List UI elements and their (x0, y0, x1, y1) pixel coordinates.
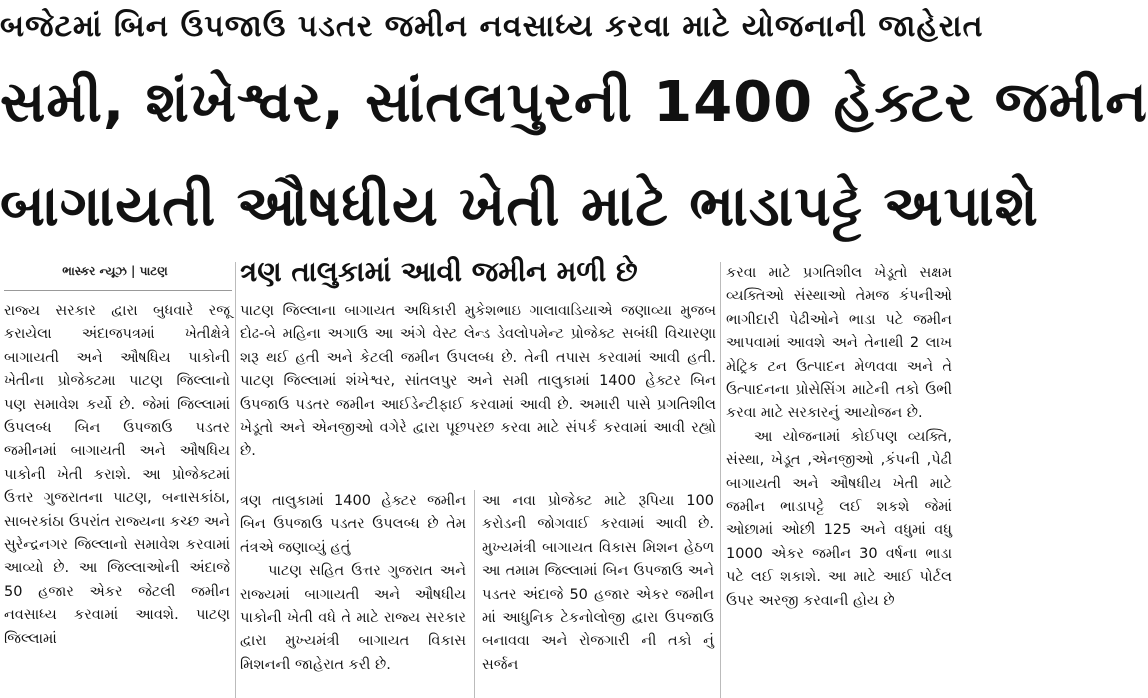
column-divider (720, 262, 721, 698)
paragraph: આ નવા પ્રોજેક્ટ માટે રૂપિયા 100 કરોડની જોગવાઈ કરવામાં આવી છે. મુખ્યમંત્રી બાગાયત વિકાસ મિશન હેઠળ આ તમામ જિલ્લામાં બિન ઉપજાઉ અને પડતર અંદાજે 50 હજાર એકર જમીન માં આધુનિક ટેકનોલોજી દ્વારા ઉપજાઉ બનાવવા અને રોજગારી ની તકો નું સર્જન (482, 493, 714, 673)
paragraph: કરવા માટે પ્રગતિશીલ ખેડૂતો સક્ષમ વ્યક્તિઓ સંસ્થાઓ તેમજ કંપનીઓ ભાગીદારી પેઢીઓને ભાડા પટે જમીન આપવામાં આવશે અને તેનાથી 2 લાખ મેટ્રિક ટન ઉત્પાદન મેળવવા અને તે ઉત્પાદનના પ્રોસેસિંગ માટેની તકો ઉભી કરવા માટે સરકારનું આયોજન છે. (726, 265, 952, 422)
byline: ભાસ્કર ન્યૂઝ | પાટણ (62, 264, 168, 278)
byline-divider (4, 290, 232, 291)
article-column-5 (726, 262, 952, 698)
paragraph: પાટણ સહિત ઉત્તર ગુજરાત અને રાજ્યમાં બાગાયતી અને ઔષધીય પાકોની ખેતી વધે તે માટે રાજ્ય સરકાર દ્વારા મુખ્યમંત્રી બાગાયત વિકાસ મિશનની જાહેરાત કરી છે. (240, 563, 466, 673)
paragraph: રાજ્ય સરકાર દ્વારા બુધવારે રજૂ કરાયેલા અંદાજપત્રમાં ખેતીક્ષેત્રે બાગાયતી અને ઔષધિય પાકોની ખેતીના પ્રોજેક્ટમા પાટણ જિલ્લાનો પણ સમાવેશ કર્યો છે. જેમાં જિલ્લામાં ઉપલબ્ધ બિન ઉપજાઉ પડતર જમીનમાં બાગાયતી અને ઔષધિય પાકોની ખેતી કરાશે. આ પ્રોજેક્ટમાં ઉત્તર ગુજરાતના પાટણ, બનાસકાંઠા, સાબરકાંઠા ઉપરાંત રાજ્યના કચ્છ અને સુરેન્દ્રનગર જિલ્લાનો સમાવેશ કરવામાં આવ્યો છે. આ જિલ્લાઓની અંદાજે 50 હજાર એકર જેટલી જમીન નવસાધ્ય કરવામાં આવશે. પાટણ જિલ્લામાં (4, 303, 230, 647)
subheading: ત્રણ તાલુકામાં આવી જમીન મળી છે (240, 255, 638, 288)
paragraph: પાટણ જિલ્લાના બાગાયત અધિકારી મુકેશભાઇ ગાલાવાડિયાએ જણાવ્યા મુજબ દોઢ-બે મહિના અગાઉ આ અંગે વેસ્ટ લેન્ડ ડેવલોપમેન્ટ પ્રોજેક્ટ સબંધી વિચારણા શરૂ થઈ હતી અને કેટલી જમીન ઉપલબ્ધ છે. તેની તપાસ કરવામાં આવી હતી. પાટણ જિલ્લામાં શંખેશ્વર, સાંતલપુર અને સમી તાલુકામાં 1400 હેક્ટર બિન ઉપજાઉ પડતર જમીન આઈડેન્ટીફાઈ કરવામાં આવી છે. અમારી પાસે પ્રગતિશીલ ખેડૂતો અને એનજીઓ વગેરે દ્વારા પૂછપરછ કરવા માટે સંપર્ક કરવામાં આવી રહ્યો છે. (240, 303, 716, 460)
article-column-4 (482, 490, 714, 698)
paragraph: આ યોજનામાં કોઈપણ વ્યક્તિ, સંસ્થા, ખેડૂત ,એનજીઓ ,કંપની ,પેઢી બાગાયતી અને ઔષધીય ખેતી માટે જમીન ભાડાપટ્ટે લઈ શકશે જેમાં ઓછામાં ઓછી 125 અને વધુમાં વધુ 1000 એકર જમીન 30 વર્ષના ભાડા પટે લઈ શકાશે. આ માટે આઈ પોર્ટલ ઉપર અરજી કરવાની હોય છે (726, 428, 952, 609)
main-headline-line-2: બાગાયતી ઔષધીય ખેતી માટે ભાડાપટ્ટે અપાશે (0, 174, 1039, 239)
main-headline-line-1: સમી, શંખેશ્વર, સાંતલપુરની 1400 હેક્ટર જમીન (0, 70, 1148, 135)
article-column-3 (240, 490, 466, 698)
paragraph: ત્રણ તાલુકામાં 1400 હેક્ટર જમીન બિન ઉપજાઉ પડતર ઉપલબ્ધ છે તેમ તંત્રએ જણાવ્યું હતું (240, 493, 466, 556)
column-divider (235, 262, 236, 698)
kicker-headline: બજેટમાં બિન ઉપજાઉ પડતર જમીન નવસાધ્ય કરવા માટે યોજનાની જાહેરાત (0, 9, 984, 44)
article-column-2 (240, 300, 716, 480)
article-column-1 (4, 300, 230, 698)
column-divider (474, 490, 475, 698)
